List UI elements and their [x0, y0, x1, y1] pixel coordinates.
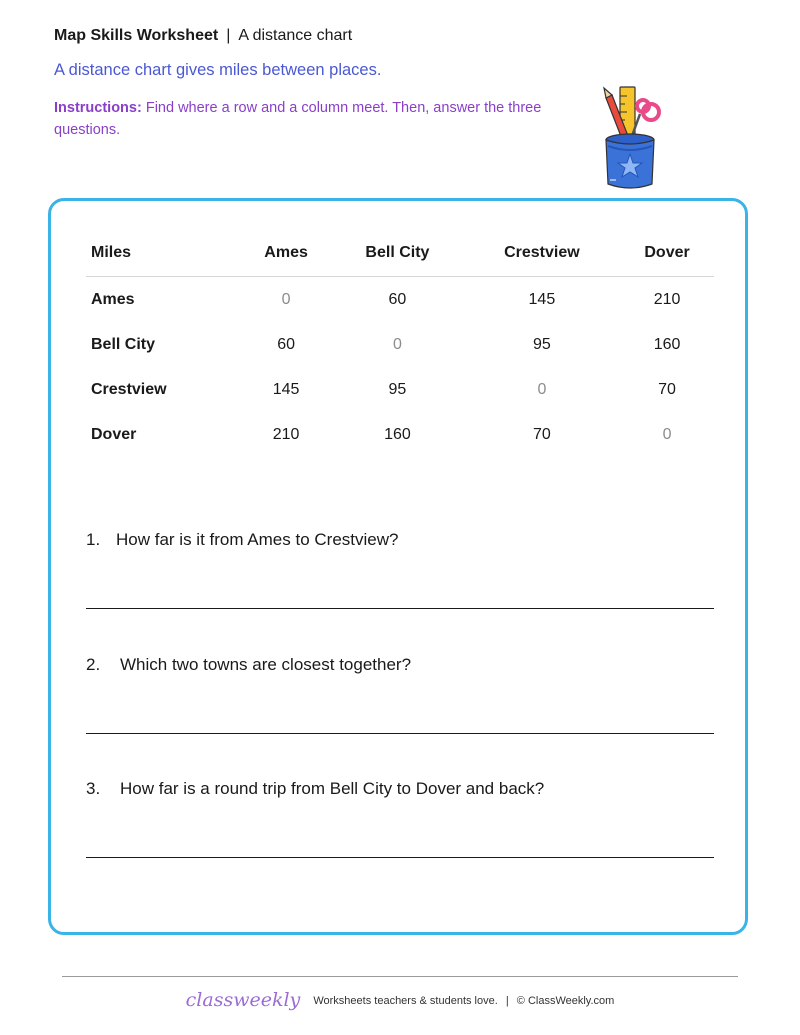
column-header: Crestview	[464, 230, 620, 277]
answer-line-3[interactable]	[86, 857, 714, 858]
question-2	[86, 655, 411, 675]
header-separator: |	[226, 27, 231, 44]
table-header-row	[86, 230, 714, 277]
column-header: Ames	[241, 230, 331, 277]
question-number: 1.	[86, 530, 101, 549]
table-row	[86, 412, 714, 457]
table-cell: 0	[392, 335, 402, 353]
column-header: Bell City	[331, 230, 463, 277]
question-text: How far is a round trip from Bell City to Dover and back?	[120, 779, 545, 798]
worksheet-topic: A distance chart	[238, 27, 353, 44]
footer-separator: |	[505, 995, 509, 1007]
instructions	[54, 97, 544, 141]
page-header	[54, 27, 352, 45]
table-row	[86, 277, 714, 323]
footer	[0, 989, 800, 1011]
instructions-text: Find where a row and a column meet. Then, answer the three questions.	[54, 100, 542, 138]
table-cell: 145	[528, 290, 556, 308]
brand-logo: classweekly	[185, 989, 301, 1011]
subtitle: A distance chart gives miles between places.	[54, 61, 382, 79]
row-header: Dover	[91, 425, 137, 443]
instructions-lead: Instructions:	[54, 100, 142, 116]
table-cell: 0	[281, 290, 291, 308]
distance-table	[86, 230, 714, 457]
table-cell: 210	[272, 425, 300, 443]
row-header: Crestview	[91, 380, 167, 398]
footer-divider	[62, 976, 738, 977]
footer-tagline: Worksheets teachers & students love.	[313, 995, 498, 1007]
question-text: Which two towns are closest together?	[120, 655, 412, 674]
question-text: How far is it from Ames to Crestview?	[116, 530, 399, 549]
answer-line-1[interactable]	[86, 608, 714, 609]
row-header: Ames	[91, 290, 135, 308]
answer-line-2[interactable]	[86, 733, 714, 734]
table-cell: 160	[653, 335, 681, 353]
question-3	[86, 779, 544, 799]
question-number: 3.	[86, 779, 101, 798]
table-cell: 70	[532, 425, 551, 443]
table-cell: 145	[272, 380, 300, 398]
table-cell: 70	[658, 380, 676, 398]
pencil-cup-icon	[596, 84, 668, 194]
table-row	[86, 367, 714, 412]
table-cell: 0	[537, 380, 547, 398]
table-cell: 60	[277, 335, 295, 353]
question-1	[86, 530, 398, 550]
table-cell: 95	[532, 335, 551, 353]
question-number: 2.	[86, 655, 101, 674]
worksheet-title: Map Skills Worksheet	[54, 27, 219, 44]
table-corner: Miles	[86, 230, 241, 277]
table-row	[86, 322, 714, 367]
table-cell: 160	[384, 425, 411, 443]
footer-copyright: © ClassWeekly.com	[516, 995, 615, 1007]
table-cell: 60	[388, 290, 407, 308]
table-cell: 95	[388, 380, 407, 398]
table-cell: 0	[662, 425, 672, 443]
table-cell: 210	[653, 290, 681, 308]
column-header: Dover	[620, 230, 714, 277]
row-header: Bell City	[91, 335, 156, 353]
